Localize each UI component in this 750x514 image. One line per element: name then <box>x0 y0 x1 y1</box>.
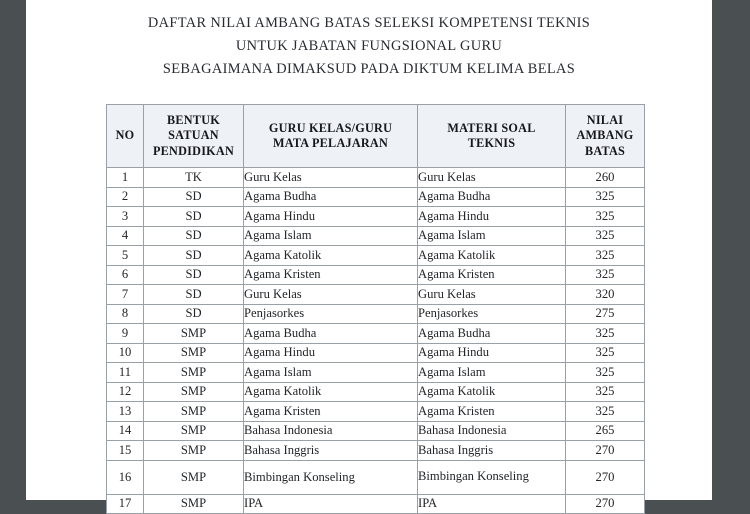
cell-satuan: SD <box>144 304 244 324</box>
column-header-satuan-line-3: PENDIDIKAN <box>152 143 235 158</box>
cell-no: 16 <box>107 460 144 494</box>
cell-materi: Agama Budha <box>418 324 566 344</box>
nilai-ambang-batas-table-wrapper <box>106 104 644 514</box>
cell-guru: Bahasa Inggris <box>244 441 418 461</box>
table-header-row <box>107 105 645 168</box>
cell-no: 17 <box>107 494 144 514</box>
heading-line-3: SEBAGAIMANA DIMAKSUD PADA DIKTUM KELIMA BELAS <box>162 61 576 77</box>
cell-materi: Agama Katolik <box>418 246 566 266</box>
cell-nilai: 325 <box>566 265 645 285</box>
letterbox-left <box>0 0 26 500</box>
cell-satuan: SD <box>144 187 244 207</box>
cell-satuan: SMP <box>144 363 244 383</box>
table-row <box>107 226 645 246</box>
cell-materi: Guru Kelas <box>418 285 566 305</box>
cell-materi: Agama Katolik <box>418 382 566 402</box>
cell-no: 3 <box>107 207 144 227</box>
column-header-nilai-ambang-batas <box>566 105 645 168</box>
column-header-materi-line-1: MATERI SOAL <box>447 120 536 135</box>
heading-line-2: UNTUK JABATAN FUNGSIONAL GURU <box>235 38 503 54</box>
cell-satuan: SMP <box>144 421 244 441</box>
table-row <box>107 494 645 514</box>
cell-guru: IPA <box>244 494 418 514</box>
cell-no: 2 <box>107 187 144 207</box>
cell-no: 8 <box>107 304 144 324</box>
cell-nilai: 325 <box>566 246 645 266</box>
cell-satuan: SD <box>144 226 244 246</box>
cell-nilai: 270 <box>566 460 645 494</box>
cell-nilai: 325 <box>566 363 645 383</box>
cell-nilai: 325 <box>566 402 645 422</box>
cell-no: 13 <box>107 402 144 422</box>
cell-materi: Bahasa Inggris <box>418 441 566 461</box>
cell-nilai: 270 <box>566 441 645 461</box>
column-header-guru-kelas-mata-pelajaran <box>244 105 418 168</box>
table-row <box>107 421 645 441</box>
table-row <box>107 168 645 188</box>
cell-no: 4 <box>107 226 144 246</box>
letterbox-right <box>712 0 750 500</box>
table-row <box>107 363 645 383</box>
table-row <box>107 343 645 363</box>
table-row <box>107 402 645 422</box>
cell-guru: Agama Islam <box>244 226 418 246</box>
cell-materi: Penjasorkes <box>418 304 566 324</box>
cell-materi: Bimbingan Konseling <box>418 460 566 494</box>
cell-no: 5 <box>107 246 144 266</box>
cell-no: 12 <box>107 382 144 402</box>
cell-satuan: SMP <box>144 460 244 494</box>
table-row <box>107 285 645 305</box>
cell-guru: Bimbingan Konseling <box>244 460 418 494</box>
cell-satuan: SD <box>144 265 244 285</box>
cell-materi: Agama Islam <box>418 226 566 246</box>
cell-nilai: 275 <box>566 304 645 324</box>
column-header-materi-line-2: TEKNIS <box>467 136 516 150</box>
cell-materi: Guru Kelas <box>418 168 566 188</box>
cell-satuan: SMP <box>144 402 244 422</box>
cell-no: 7 <box>107 285 144 305</box>
cell-materi: Bahasa Indonesia <box>418 421 566 441</box>
cell-guru: Agama Islam <box>244 363 418 383</box>
column-header-nilai-line-2: AMBANG <box>576 128 634 143</box>
document-heading-block <box>26 12 712 81</box>
cell-nilai: 320 <box>566 285 645 305</box>
table-row <box>107 382 645 402</box>
cell-guru: Agama Budha <box>244 324 418 344</box>
table-row <box>107 324 645 344</box>
cell-no: 10 <box>107 343 144 363</box>
cell-guru: Bahasa Indonesia <box>244 421 418 441</box>
cell-materi: Agama Islam <box>418 363 566 383</box>
cell-nilai: 270 <box>566 494 645 514</box>
cell-nilai: 325 <box>566 382 645 402</box>
cell-guru: Agama Katolik <box>244 246 418 266</box>
table-row <box>107 460 645 494</box>
cell-no: 11 <box>107 363 144 383</box>
cell-guru: Agama Hindu <box>244 343 418 363</box>
cell-nilai: 325 <box>566 187 645 207</box>
table-row <box>107 304 645 324</box>
cell-materi: Agama Hindu <box>418 207 566 227</box>
column-header-guru-line-2: MATA PELAJARAN <box>272 136 389 150</box>
cell-nilai: 325 <box>566 207 645 227</box>
cell-guru: Agama Katolik <box>244 382 418 402</box>
cell-satuan: SD <box>144 207 244 227</box>
cell-satuan: SMP <box>144 343 244 363</box>
cell-guru: Guru Kelas <box>244 285 418 305</box>
table-row <box>107 441 645 461</box>
cell-satuan: SD <box>144 246 244 266</box>
cell-satuan: SMP <box>144 382 244 402</box>
column-header-satuan-line-2: SATUAN <box>168 128 219 143</box>
column-header-nilai-line-1: NILAI <box>586 112 624 127</box>
column-header-nilai-line-3: BATAS <box>584 143 626 158</box>
cell-no: 6 <box>107 265 144 285</box>
cell-materi: IPA <box>418 494 566 514</box>
table-header <box>107 105 645 168</box>
table-row <box>107 187 645 207</box>
cell-satuan: SMP <box>144 324 244 344</box>
cell-nilai: 325 <box>566 226 645 246</box>
heading-line-1: DAFTAR NILAI AMBANG BATAS SELEKSI KOMPETENSI TEKNIS <box>147 15 591 31</box>
cell-satuan: SMP <box>144 441 244 461</box>
cell-nilai: 265 <box>566 421 645 441</box>
column-header-no <box>107 105 144 168</box>
cell-no: 9 <box>107 324 144 344</box>
cell-satuan: TK <box>144 168 244 188</box>
cell-satuan: SMP <box>144 494 244 514</box>
column-header-bentuk-satuan-pendidikan <box>144 105 244 168</box>
cell-guru: Agama Budha <box>244 187 418 207</box>
cell-nilai: 325 <box>566 324 645 344</box>
cell-guru: Penjasorkes <box>244 304 418 324</box>
table-row <box>107 246 645 266</box>
cell-no: 14 <box>107 421 144 441</box>
cell-nilai: 325 <box>566 343 645 363</box>
cell-guru: Agama Hindu <box>244 207 418 227</box>
nilai-ambang-batas-table <box>106 104 645 514</box>
column-header-satuan-line-1: BENTUK <box>167 112 220 127</box>
cell-guru: Agama Kristen <box>244 402 418 422</box>
cell-guru: Agama Kristen <box>244 265 418 285</box>
cell-guru: Guru Kelas <box>244 168 418 188</box>
column-header-materi-soal-teknis <box>418 105 566 168</box>
cell-no: 1 <box>107 168 144 188</box>
cell-materi: Agama Kristen <box>418 402 566 422</box>
cell-materi: Agama Kristen <box>418 265 566 285</box>
cell-nilai: 260 <box>566 168 645 188</box>
column-header-guru-line-1: GURU KELAS/GURU <box>268 120 393 135</box>
cell-materi: Agama Hindu <box>418 343 566 363</box>
table-row <box>107 265 645 285</box>
table-body <box>107 168 645 514</box>
cell-satuan: SD <box>144 285 244 305</box>
cell-materi: Agama Budha <box>418 187 566 207</box>
column-header-no-line-1: NO <box>115 128 135 143</box>
cell-no: 15 <box>107 441 144 461</box>
document-page <box>26 0 712 511</box>
table-row <box>107 207 645 227</box>
